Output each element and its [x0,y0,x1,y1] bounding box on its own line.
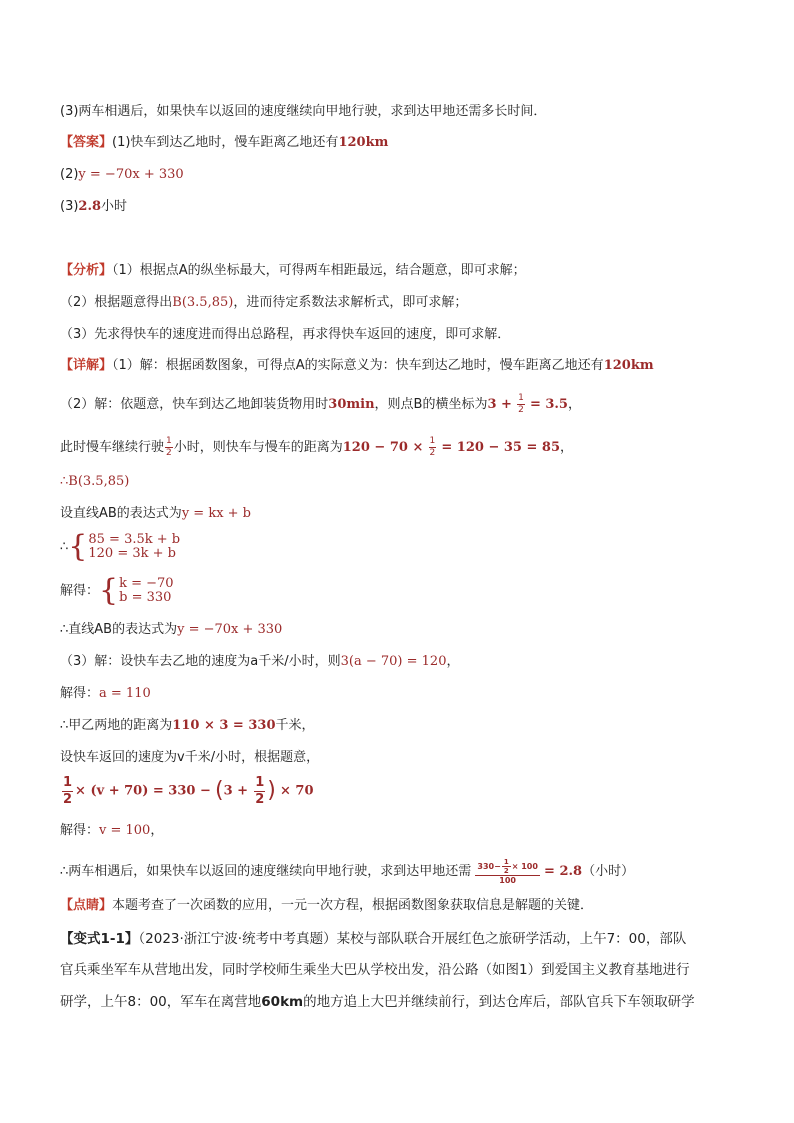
detail-15-unit: （小时） [582,864,635,879]
fraction-half-large [254,775,265,808]
fraction-half [517,393,525,416]
numerator-part-a: 330− [477,861,501,871]
answer-tag: 【答案】 [60,135,113,150]
detail-2-d: 3 + [487,397,512,412]
detail-9-a: （3）解：设快车去乙地的速度为a千米/小时，则 [60,654,341,669]
detail-2-a: （2）解：依题意，快车到达乙地卸装货物用时 [60,397,329,412]
therefore-symbol: ∴ [60,539,69,555]
detail-7-solution [60,573,174,608]
fraction-numerator: 1 [166,436,172,446]
comment-text: 本题考查了一次函数的应用，一元一次方程，根据函数图象获取信息是解题的关键． [112,898,594,913]
detail-10-value: a = 110 [99,686,151,701]
answer-2-equation: y = −70x + 330 [78,167,184,182]
analysis-2-c: ，进而待定系数法求解析式，即可求解； [233,295,468,310]
detail-5 [60,505,251,523]
analysis-2-a: （2）根据题意得出 [60,295,173,310]
detail-11-c: 千米， [275,718,315,733]
fraction-numerator: 1 [429,436,436,446]
fraction-result-denominator: 100 [499,875,516,885]
detail-14-a: 解得： [60,823,100,838]
fraction-denominator: 2 [166,448,172,458]
variant-line-2: 官兵乘坐军车从营地出发，同时学校师生乘坐大巴从学校出发，沿公路（如图1）到爱国主义教育基地进行 [60,962,690,978]
detail-2-time: 30min [328,397,375,412]
fraction-half-tiny [502,858,511,875]
detail-4 [60,473,129,491]
fraction-numerator: 1 [255,774,265,790]
detail-9 [60,653,459,671]
detail-3-d: = 120 − 35 = 85 [441,440,560,455]
fraction-half-large [62,775,73,808]
answer-1-value: 120km [338,135,389,150]
fraction-numerator: 1 [63,774,73,790]
fraction-numerator: 1 [503,857,509,866]
fraction-denominator: 2 [518,405,524,415]
analysis-tag: 【分析】 [60,263,113,278]
detail-15-a: ∴两车相遇后，如果快车以返回的速度继续向甲地行驶，求到达甲地还需 [60,864,472,879]
detail-13-a: × (v + 70) = 330 − [75,783,211,799]
answer-3 [60,198,127,216]
comment [60,897,593,915]
detail-5-equation: y = kx + b [181,506,252,521]
right-paren: ) [267,778,276,803]
answer-3-unit: 小时 [101,199,128,214]
answer-3-prefix: (3) [60,199,79,214]
detail-11-a: ∴甲乙两地的距离为 [60,718,173,733]
system-row-2: 120 = 3k + b [88,546,176,561]
analysis-2-point: B(3.5,85) [172,295,234,310]
fraction-result [475,858,539,886]
detail-3 [60,436,573,459]
answer-1-text: (1)快车到达乙地时，慢车距离乙地还有 [112,135,339,150]
fraction-result-numerator [475,858,539,876]
detail-13-b: 3 + [223,783,249,799]
detail-14-c: ， [150,823,164,838]
answer-2 [60,166,184,184]
detail-3-e: ， [560,440,574,455]
answer-3-value: 2.8 [78,199,102,214]
variant-line-3-a: 研学，上午8：00，军车在离营地 [60,994,262,1010]
detail-2-e: = 3.5 [529,397,568,412]
fraction-denominator: 2 [63,791,73,807]
fraction-half [429,436,437,459]
detail-9-equation: 3(a − 70) = 120 [340,654,447,669]
detail-1 [60,357,654,375]
comment-tag: 【点睛】 [60,898,113,913]
system-row-1: 85 = 3.5k + b [88,532,181,547]
analysis-3: （3）先求得快车的速度进而得出总路程，再求得快车返回的速度，即可求解． [60,327,511,342]
left-brace: { [99,573,119,608]
detail-10-a: 解得： [60,686,100,701]
question-3: (3)两车相遇后，如果快车以返回的速度继续向甲地行驶，求到达甲地还需多长时间． [60,104,547,119]
detail-13 [60,774,314,809]
variant-line-1 [60,930,686,948]
detail-2 [60,393,581,416]
detail-4-point: ∴B(3.5,85) [60,474,130,489]
detail-11 [60,717,315,735]
detail-10 [60,685,151,703]
fraction-denominator: 2 [503,866,509,875]
fraction-half [165,436,173,459]
variant-line-3 [60,993,695,1011]
variant-line-1-text: （2023·浙江宁波·统考中考真题）某校与部队联合开展红色之旅研学活动，上午7：00，部队 [138,931,687,947]
equation-system [68,529,181,564]
variant-tag: 【变式1-1】 [60,931,139,947]
detail-3-a: 此时慢车继续行驶 [60,440,165,455]
fraction-denominator: 2 [429,448,436,458]
detail-6-system [60,529,181,564]
detail-12: 设快车返回的速度为v千米/小时，根据题意， [60,750,320,765]
detail-15-result: = 2.8 [544,864,583,879]
fraction-numerator: 1 [518,393,524,403]
detail-3-b: 小时，则快车与慢车的距离为 [173,440,343,455]
detail-14 [60,822,163,840]
numerator-part-b: × 100 [511,861,538,871]
variant-line-3-c: 的地方追上大巴并继续前行，到达仓库后，部队官兵下车领取研学 [303,994,695,1010]
analysis-1-text: （1）根据点A的纵坐标最大，可得两车相距最远，结合题意，即可求解； [112,263,526,278]
variant-distance: 60km [261,994,304,1010]
detail-8-a: ∴直线AB的表达式为 [60,622,178,637]
detail-14-value: v = 100 [99,823,151,838]
answer-1 [60,134,388,152]
detail-2-f: ， [567,397,581,412]
detail-1-text: （1）解：根据函数图象，可得点A的实际意义为：快车到达乙地时，慢车距离乙地还有 [112,358,604,373]
detail-1-value: 120km [603,358,654,373]
left-brace: { [68,529,88,564]
detail-8-equation: y = −70x + 330 [177,622,283,637]
detail-9-c: ， [446,654,460,669]
solution-prefix: 解得： [60,583,100,599]
detail-15 [60,857,634,887]
solution-row-1: k = −70 [119,576,174,591]
answer-2-prefix: (2) [60,167,79,182]
solution-row-2: b = 330 [119,590,172,605]
detail-11-expression: 110 × 3 = 330 [172,718,276,733]
detail-3-c: 120 − 70 × [342,440,424,455]
analysis-1 [60,262,526,280]
left-paren: ( [215,778,224,803]
fraction-denominator: 2 [255,791,265,807]
detail-2-c: ，则点B的横坐标为 [374,397,488,412]
analysis-2 [60,294,467,312]
detail-8 [60,621,282,639]
solution-system [99,573,174,608]
detail-5-a: 设直线AB的表达式为 [60,506,182,521]
detail-13-c: × 70 [279,783,314,799]
detail-tag: 【详解】 [60,358,113,373]
